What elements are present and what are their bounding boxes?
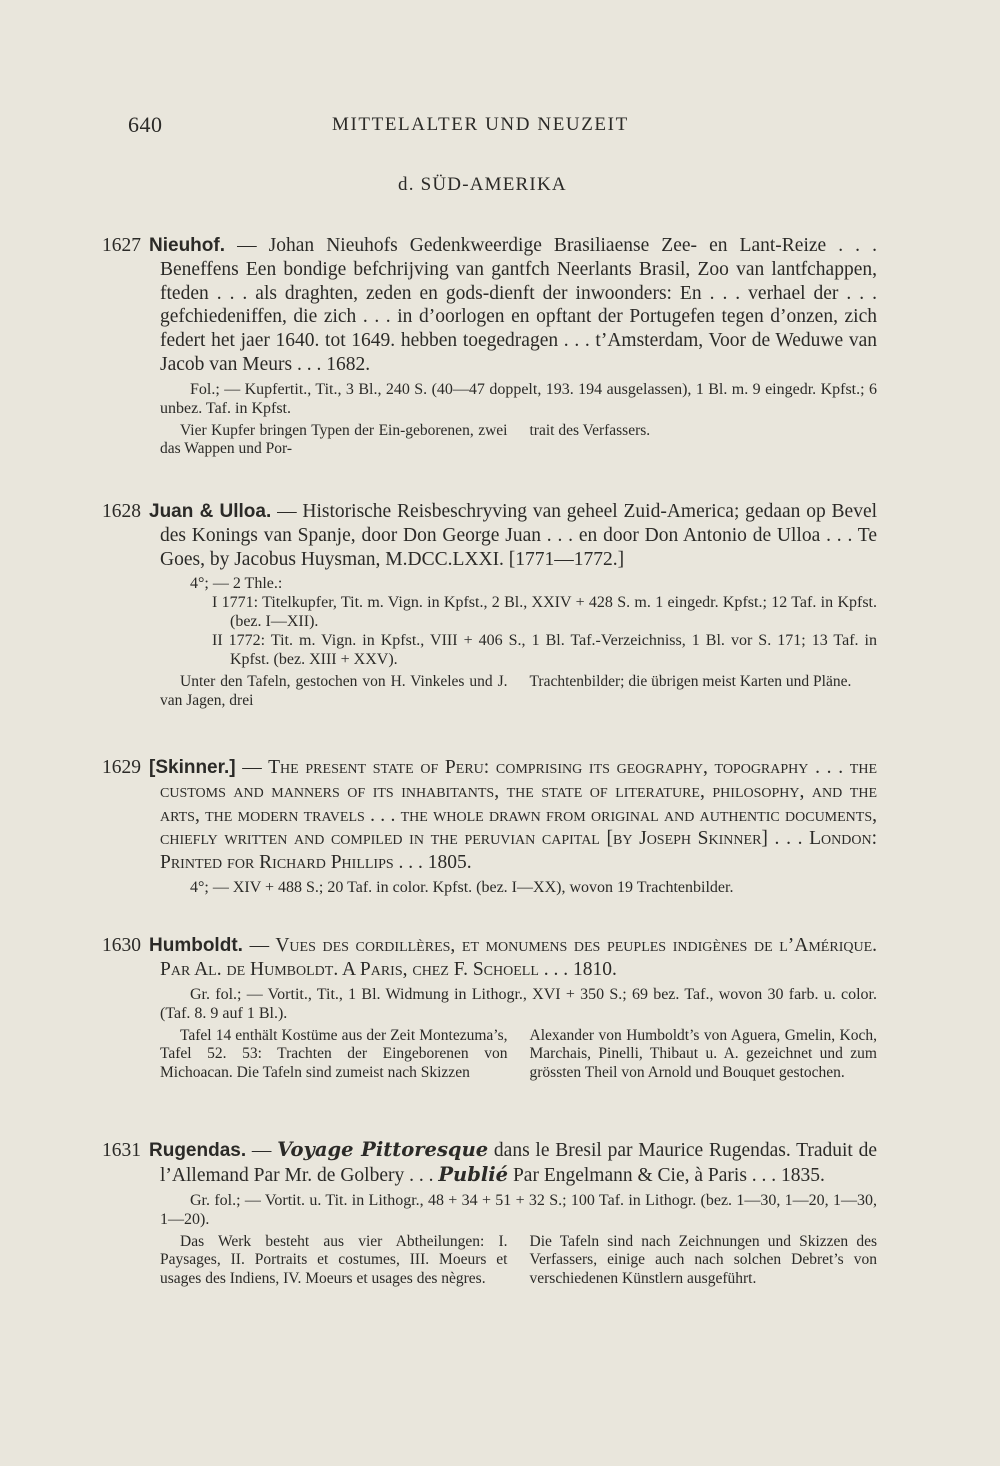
entry-1628 (102, 500, 877, 710)
entry-title: — The present state of Peru: comprising its geography, topography . . . the customs and manners of its inhabitants, the state of literature, philosophy, and the arts, the modern travels . . . the whole drawn from original and authentic documents, chiefly written and compiled in the peruvian capital [by Joseph Skinner] . . . London: Printed for Richard Phillips . . . 1805. (160, 757, 878, 874)
note-left: Vier Kupfer bringen Typen der Ein-geborenen, zwei das Wappen und Por- (160, 421, 508, 458)
note-left: Unter den Tafeln, gestochen von H. Vinkeles und J. van Jagen, drei (160, 673, 508, 709)
entry-title: — Historische Reisbeschryving van geheel Zuid-America; gedaan op Bevel des Konings van Spanje, door Don George Juan . . . en door Don Antonio de Ulloa . . . Te Goes, by Jacobus Huysman, M.DCC.LXXI. [1771—1772.] (160, 501, 878, 570)
note-right: Alexander von Humboldt’s von Aguera, Gmelin, Koch, Marchais, Pinelli, Thibaut u. A. gezeichnet und zum grössten Theil von Arnold und Bouquet gestochen. (529, 1026, 877, 1081)
entry-number: 1628 (102, 501, 141, 522)
entry-collation: Gr. fol.; — Vortit. u. Tit. in Lithogr., 48 + 34 + 51 + 32 S.; 100 Taf. in Lithogr. (bez. 1—30, 1—20, 1—30, 1—20). (160, 1191, 877, 1228)
entry-volume-1: I 1771: Titelkupfer, Tit. m. Vign. in Kpfst., 2 Bl., XXIV + 428 S. m. 1 eingedr. Kpfst.; 12 Taf. in Kpfst. (bez. I—XII). (212, 594, 877, 631)
entry-author: Rugendas. (149, 1140, 247, 1161)
entry-1629 (102, 756, 877, 897)
section-title: d. SÜD-AMERIKA (398, 174, 567, 195)
entry-collation: 4°; — 2 Thle.: (190, 575, 283, 593)
entry-author: Nieuhof. (149, 235, 225, 256)
entry-title: — Vues des cordillères, et monumens des peuples indigènes de l’Amérique. Par Al. de Humboldt. A Paris, chez F. Schoell . . . 1810. (160, 935, 878, 980)
entry-1627 (102, 234, 877, 459)
entry-title-end: Par Engelmann & Cie, à Paris . . . 1835. (512, 1164, 825, 1186)
entry-main (102, 1138, 877, 1188)
entry-volume-2: II 1772: Tit. m. Vign. in Kpfst., VIII + 406 S., 1 Bl. Taf.-Verzeichniss, 1 Bl. vor S. 171; 13 Taf. in Kpfst. (bez. XIII + XXV). (212, 632, 877, 669)
entry-number: 1631 (102, 1140, 141, 1161)
note-right: trait des Verfassers. (529, 421, 651, 439)
note-right: Die Tafeln sind nach Zeichnungen und Skizzen des Verfassers, einige auch nach solchen Debret’s von verschiedenen Künstlern ausgeführt. (529, 1232, 877, 1287)
entry-main (102, 500, 877, 571)
entry-note (102, 673, 877, 710)
entry-collation: 4°; — XIV + 488 S.; 20 Taf. in color. Kpfst. (bez. I—XX), wovon 19 Trachtenbilder. (190, 878, 734, 896)
entry-title: dans le Bresil par Maurice Rugendas. Traduit de l’Allemand Par Mr. de Golbery . . . (160, 1140, 878, 1186)
entry-collation: Gr. fol.; — Vortit., Tit., 1 Bl. Widmung in Lithogr., XVI + 350 S.; 69 bez. Taf., wovon 30 farb. u. color. (Taf. 8. 9 auf 1 Bl.). (160, 985, 877, 1022)
entry-1631 (102, 1138, 877, 1288)
entry-number: 1630 (102, 935, 141, 956)
entry-main (102, 234, 877, 377)
note-left: Das Werk besteht aus vier Abtheilungen: I. Paysages, II. Portraits et costumes, III. Moeurs et usages des Indiens, IV. Moeurs et usages des nègres. (160, 1232, 508, 1287)
entry-author: Humboldt. (149, 935, 243, 956)
entry-main (102, 934, 877, 982)
entry-1630 (102, 934, 877, 1082)
entry-note (102, 1027, 877, 1083)
running-title: MITTELALTER UND NEUZEIT (332, 114, 629, 135)
entry-collation: Fol.; — Kupfertit., Tit., 3 Bl., 240 S. (40—47 doppelt, 193. 194 ausgelassen), 1 Bl. m. 9 eingedr. Kpfst.; 6 unbez. Taf. in Kpfst. (160, 380, 877, 417)
entry-number: 1629 (102, 757, 141, 778)
entry-author: Juan & Ulloa. (149, 501, 272, 522)
entry-title: — Johan Nieuhofs Gedenkweerdige Brasiliaense Zee- en Lant-Reize . . . Beneffens Een bondige befchrijving van gantfch Neerlants Brasil, Zoo van lantfchappen, fteden . . . als draghten, zeden en gods-dienft der inwoonders: En . . . verhael der . . . gefchiedeniffen, die zich . . . in d’oorlogen en opftant der Portugefen tegen d’onzen, zich federt het jaer 1640. tot 1649. hebben toegedragen . . . t’Amsterdam, Voor de Weduwe van Jacob van Meurs . . . 1682. (160, 235, 878, 375)
page-number: 640 (128, 112, 163, 137)
page-header (0, 112, 1000, 142)
entry-number: 1627 (102, 235, 141, 256)
entry-note (102, 422, 877, 459)
note-right: Trachtenbilder; die übrigen meist Karten und Pläne. (529, 673, 852, 691)
entry-note (102, 1233, 877, 1289)
entry-author: [Skinner.] (149, 757, 236, 778)
entry-title-fraktur-2: Publié (438, 1162, 509, 1186)
note-left: Tafel 14 enthält Kostüme aus der Zeit Montezuma’s, Tafel 52. 53: Trachten der Eingeborenen von Michoacan. Die Tafeln sind zumeist nach Skizzen (160, 1026, 508, 1081)
entry-title-dash: — (251, 1140, 272, 1161)
entry-main (102, 756, 877, 875)
entry-title-fraktur: Voyage Pittoresque (277, 1138, 489, 1161)
